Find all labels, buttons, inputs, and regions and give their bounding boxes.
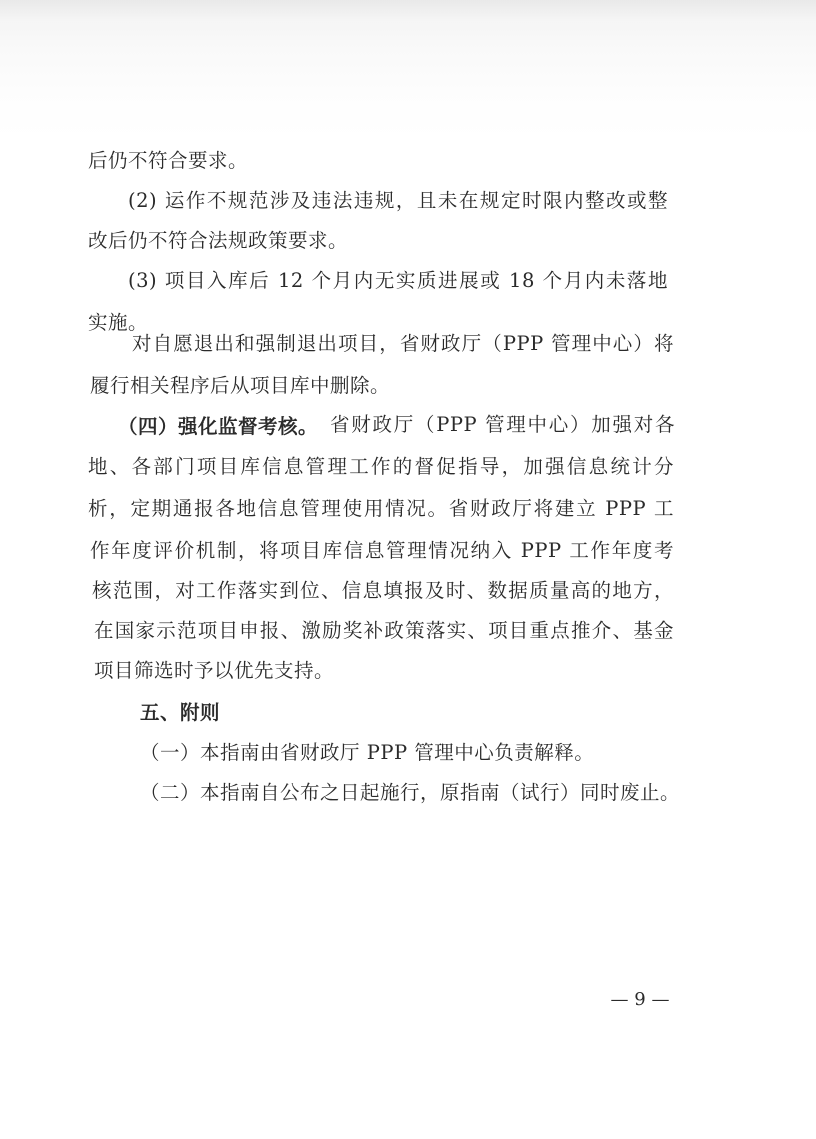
text-line: 履行相关程序后从项目库中删除。 [90,374,391,397]
text-line: 改后仍不符合法规政策要求。 [88,229,349,252]
text-line: (2) 运作不规范涉及违法违规，且未在规定时限内整改或整 [128,189,668,212]
scan-top-edge [0,0,816,22]
text-line: 核范围，对工作落实到位、信息填报及时、数据质量高的地方， [92,579,674,602]
text-line: （二）本指南自公布之日起施行，原指南（试行）同时废止。 [140,781,681,804]
text-line: 项目筛选时予以优先支持。 [94,659,335,682]
section-heading-inline: （四）强化监督考核。 [118,415,319,438]
text-line: 作年度评价机制，将项目库信息管理情况纳入 PPP 工作年度考 [90,539,674,562]
text-line: 地、各部门项目库信息管理工作的督促指导，加强信息统计分 [88,455,674,478]
text-line: 对自愿退出和强制退出项目，省财政厅（PPP 管理中心）将 [132,332,674,355]
text-line: 在国家示范项目申报、激励奖补政策落实、项目重点推介、基金 [94,619,674,642]
page-number: — 9 — [610,989,670,1010]
text-line: 实施。 [88,311,149,334]
text-line: 省财政厅（PPP 管理中心）加强对各 [330,413,675,436]
text-line: 后仍不符合要求。 [88,149,249,172]
text-line: （一）本指南由省财政厅 PPP 管理中心负责解释。 [140,741,595,764]
text-line: (3) 项目入库后 12 个月内无实质进展或 18 个月内未落地 [128,269,668,292]
text-line: 析，定期通报各地信息管理使用情况。省财政厅将建立 PPP 工 [88,497,674,520]
section-heading: 五、附则 [140,701,221,724]
